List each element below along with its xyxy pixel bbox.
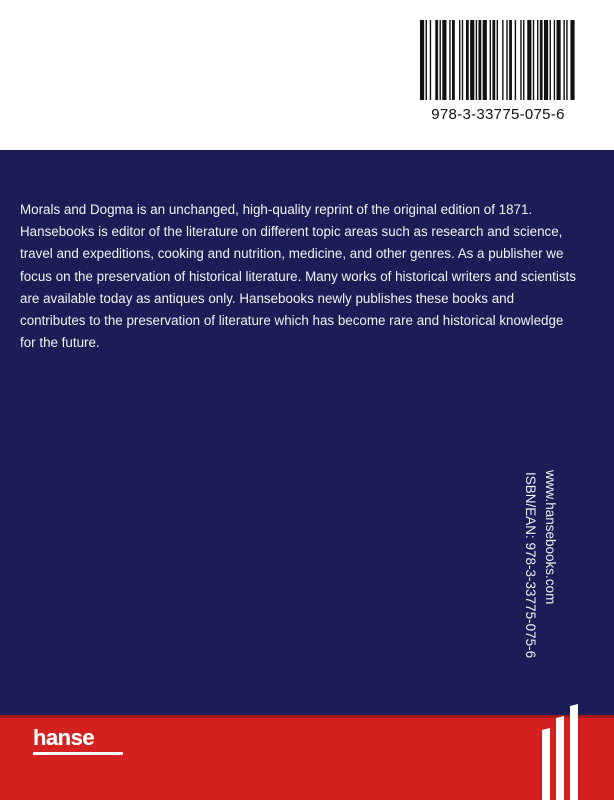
barcode-bar — [497, 20, 498, 100]
barcode-bar — [490, 20, 491, 100]
book-description — [20, 199, 580, 354]
barcode-bar — [520, 20, 521, 100]
band-edge — [0, 715, 614, 718]
description-paragraph-2: Hansebooks is editor of the literature on different topic areas such as research and science, travel and expeditions, cooking and nutrition, medicine, and other genres. As a publisher we focus on the preservation of historical literature. Many works of historical writers and scientists are available today as antiques only. Hansebooks newly publishes these books and contributes to the preservation of literature which has become rare and historical knowledge for the future. — [20, 224, 576, 351]
barcode-bar — [533, 20, 534, 100]
barcode-bar — [550, 20, 551, 100]
barcode-bar — [570, 20, 574, 100]
barcode-bar — [506, 20, 507, 100]
barcode-bar — [527, 20, 531, 100]
barcode-bar — [557, 20, 561, 100]
barcode-bar — [537, 20, 538, 100]
barcode-bar — [554, 20, 555, 100]
isbn-text: ISBN/EAN: 978-3-33775-075-6 — [523, 472, 538, 659]
barcode-bar — [466, 20, 469, 100]
barcode-bar — [563, 20, 564, 100]
barcode — [408, 18, 588, 128]
barcode-bar — [449, 20, 450, 100]
barcode-bar — [509, 20, 512, 100]
barcode-bar — [440, 20, 441, 100]
stripe-logo-icon — [538, 700, 614, 800]
barcode-bar — [502, 20, 503, 100]
barcode-bar — [442, 20, 446, 100]
barcode-bar — [483, 20, 487, 100]
barcode-bar — [420, 20, 424, 100]
description-paragraph-1: Morals and Dogma is an unchanged, high-quality reprint of the original edition of 1871. — [20, 202, 533, 217]
publisher-url: www.hansebooks.com — [543, 470, 558, 605]
barcode-bars — [418, 20, 578, 102]
barcode-bar — [544, 20, 548, 100]
barcode-bar — [426, 20, 427, 100]
logo-underline — [33, 752, 123, 755]
isbn-block — [520, 470, 558, 690]
barcode-number: 978-3-33775-075-6 — [431, 106, 565, 123]
logo-text: hanse — [33, 725, 95, 750]
barcode-bar — [452, 20, 455, 100]
barcode-bar — [479, 20, 482, 100]
barcode-bar — [515, 20, 516, 100]
barcode-bar — [476, 20, 477, 100]
barcode-bar — [430, 20, 431, 100]
barcode-bar — [566, 20, 567, 100]
barcode-bar — [492, 20, 495, 100]
hanse-logo — [33, 727, 123, 749]
barcode-bar — [523, 20, 524, 100]
barcode-bar — [459, 20, 460, 100]
barcode-bar — [435, 20, 438, 100]
barcode-bar — [462, 20, 463, 100]
barcode-bar — [470, 20, 474, 100]
barcode-bar — [540, 20, 543, 100]
